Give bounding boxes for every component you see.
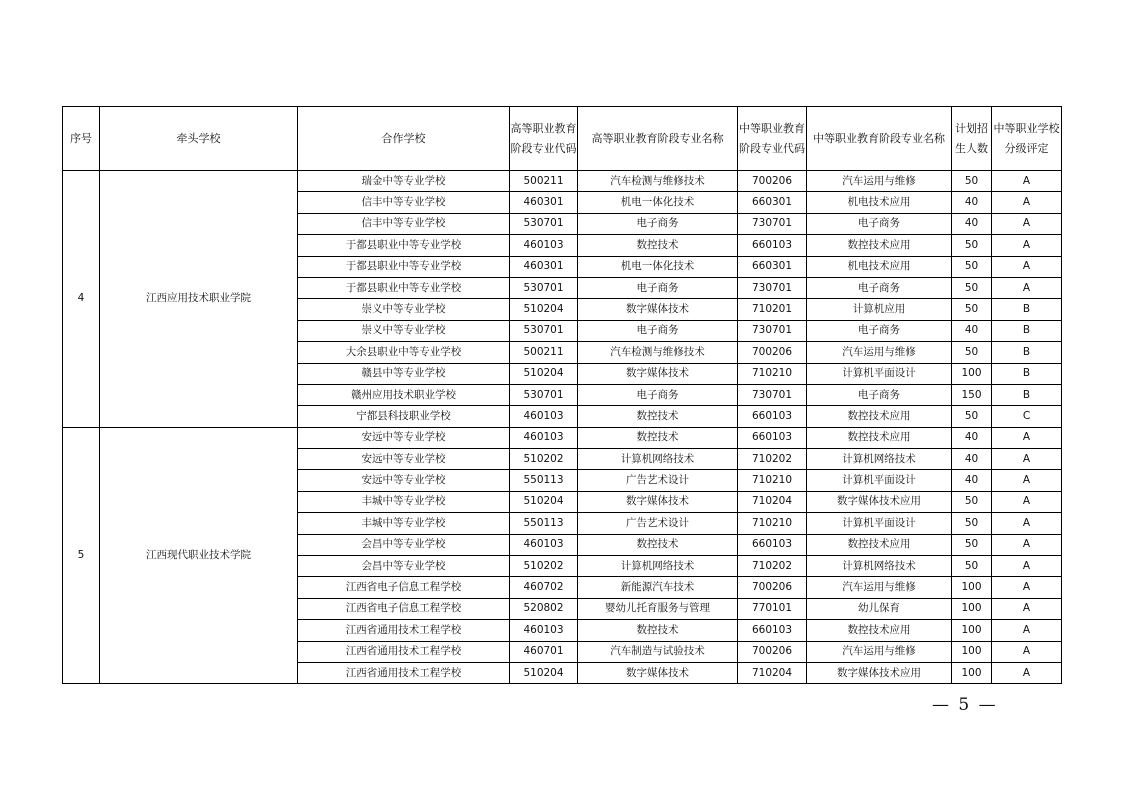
higher-code-cell: 510202	[510, 449, 578, 470]
secondary-code-cell: 660103	[738, 406, 807, 427]
grade-cell: A	[992, 556, 1062, 577]
secondary-code-cell: 700206	[738, 577, 807, 598]
plan-cell: 50	[952, 299, 992, 320]
grade-cell: A	[992, 213, 1062, 234]
partner-school-cell: 大余县职业中等专业学校	[298, 342, 510, 363]
secondary-name-cell: 数控技术应用	[807, 235, 952, 256]
partner-school-cell: 江西省电子信息工程学校	[298, 577, 510, 598]
lead-school-cell: 江西现代职业技术学院	[100, 427, 298, 684]
secondary-code-cell: 710210	[738, 363, 807, 384]
secondary-code-cell: 710202	[738, 449, 807, 470]
higher-name-cell: 数字媒体技术	[578, 299, 738, 320]
higher-name-cell: 广告艺术设计	[578, 470, 738, 491]
grade-cell: C	[992, 406, 1062, 427]
higher-name-cell: 数控技术	[578, 406, 738, 427]
secondary-code-cell: 730701	[738, 320, 807, 341]
higher-code-cell: 460103	[510, 406, 578, 427]
secondary-code-cell: 730701	[738, 213, 807, 234]
secondary-name-cell: 数控技术应用	[807, 406, 952, 427]
higher-name-cell: 数字媒体技术	[578, 662, 738, 683]
header-partner-school: 合作学校	[298, 107, 510, 171]
grade-cell: B	[992, 363, 1062, 384]
higher-name-cell: 数控技术	[578, 235, 738, 256]
plan-cell: 40	[952, 449, 992, 470]
grade-cell: A	[992, 534, 1062, 555]
plan-cell: 50	[952, 277, 992, 298]
enrollment-table	[62, 106, 1062, 684]
higher-code-cell: 530701	[510, 213, 578, 234]
higher-code-cell: 460103	[510, 235, 578, 256]
higher-code-cell: 510204	[510, 363, 578, 384]
secondary-code-cell: 660301	[738, 256, 807, 277]
secondary-code-cell: 710204	[738, 662, 807, 683]
partner-school-cell: 瑞金中等专业学校	[298, 171, 510, 192]
secondary-code-cell: 710202	[738, 556, 807, 577]
header-secondary-name: 中等职业教育阶段专业名称	[807, 107, 952, 171]
secondary-name-cell: 电子商务	[807, 320, 952, 341]
partner-school-cell: 丰城中等专业学校	[298, 491, 510, 512]
secondary-name-cell: 汽车运用与维修	[807, 171, 952, 192]
plan-cell: 40	[952, 213, 992, 234]
higher-code-cell: 460301	[510, 256, 578, 277]
higher-name-cell: 电子商务	[578, 213, 738, 234]
higher-name-cell: 新能源汽车技术	[578, 577, 738, 598]
partner-school-cell: 崇义中等专业学校	[298, 320, 510, 341]
secondary-name-cell: 汽车运用与维修	[807, 342, 952, 363]
grade-cell: B	[992, 342, 1062, 363]
secondary-code-cell: 660301	[738, 192, 807, 213]
plan-cell: 40	[952, 427, 992, 448]
higher-name-cell: 机电一体化技术	[578, 192, 738, 213]
grade-cell: A	[992, 449, 1062, 470]
higher-code-cell: 530701	[510, 320, 578, 341]
plan-cell: 50	[952, 171, 992, 192]
header-seq: 序号	[63, 107, 100, 171]
grade-cell: A	[992, 620, 1062, 641]
partner-school-cell: 安远中等专业学校	[298, 449, 510, 470]
secondary-code-cell: 700206	[738, 171, 807, 192]
header-lead-school: 牵头学校	[100, 107, 298, 171]
higher-code-cell: 460103	[510, 620, 578, 641]
secondary-name-cell: 数字媒体技术应用	[807, 491, 952, 512]
plan-cell: 150	[952, 384, 992, 405]
grade-cell: A	[992, 171, 1062, 192]
header-row	[63, 107, 1062, 171]
higher-name-cell: 数字媒体技术	[578, 363, 738, 384]
partner-school-cell: 会昌中等专业学校	[298, 556, 510, 577]
grade-cell: A	[992, 235, 1062, 256]
secondary-code-cell: 710204	[738, 491, 807, 512]
secondary-name-cell: 机电技术应用	[807, 256, 952, 277]
higher-code-cell: 530701	[510, 384, 578, 405]
higher-name-cell: 计算机网络技术	[578, 556, 738, 577]
secondary-code-cell: 730701	[738, 384, 807, 405]
partner-school-cell: 江西省电子信息工程学校	[298, 598, 510, 619]
page-number: — 5 —	[932, 695, 998, 715]
table-body	[63, 171, 1062, 684]
plan-cell: 40	[952, 470, 992, 491]
higher-code-cell: 510204	[510, 299, 578, 320]
grade-cell: A	[992, 577, 1062, 598]
header-secondary-code: 中等职业教育阶段专业代码	[738, 107, 807, 171]
grade-cell: B	[992, 384, 1062, 405]
grade-cell: A	[992, 256, 1062, 277]
secondary-name-cell: 计算机平面设计	[807, 363, 952, 384]
partner-school-cell: 赣州应用技术职业学校	[298, 384, 510, 405]
grade-cell: A	[992, 491, 1062, 512]
seq-cell: 5	[63, 427, 100, 684]
secondary-name-cell: 计算机平面设计	[807, 513, 952, 534]
secondary-name-cell: 电子商务	[807, 384, 952, 405]
grade-cell: A	[992, 427, 1062, 448]
partner-school-cell: 江西省通用技术工程学校	[298, 662, 510, 683]
partner-school-cell: 崇义中等专业学校	[298, 299, 510, 320]
secondary-name-cell: 计算机网络技术	[807, 556, 952, 577]
higher-code-cell: 460702	[510, 577, 578, 598]
lead-school-cell: 江西应用技术职业学院	[100, 171, 298, 428]
plan-cell: 50	[952, 406, 992, 427]
table-row	[63, 427, 1062, 448]
higher-name-cell: 婴幼儿托育服务与管理	[578, 598, 738, 619]
higher-code-cell: 500211	[510, 171, 578, 192]
higher-code-cell: 510202	[510, 556, 578, 577]
higher-name-cell: 数控技术	[578, 534, 738, 555]
secondary-name-cell: 机电技术应用	[807, 192, 952, 213]
plan-cell: 40	[952, 320, 992, 341]
secondary-code-cell: 660103	[738, 620, 807, 641]
header-plan: 计划招生人数	[952, 107, 992, 171]
plan-cell: 50	[952, 513, 992, 534]
plan-cell: 100	[952, 363, 992, 384]
grade-cell: A	[992, 598, 1062, 619]
higher-name-cell: 电子商务	[578, 320, 738, 341]
plan-cell: 100	[952, 598, 992, 619]
higher-name-cell: 电子商务	[578, 277, 738, 298]
plan-cell: 40	[952, 192, 992, 213]
higher-name-cell: 数字媒体技术	[578, 491, 738, 512]
higher-code-cell: 460301	[510, 192, 578, 213]
secondary-code-cell: 700206	[738, 342, 807, 363]
header-higher-code: 高等职业教育阶段专业代码	[510, 107, 578, 171]
header-higher-name: 高等职业教育阶段专业名称	[578, 107, 738, 171]
secondary-name-cell: 汽车运用与维修	[807, 641, 952, 662]
partner-school-cell: 于都县职业中等专业学校	[298, 256, 510, 277]
secondary-name-cell: 数控技术应用	[807, 427, 952, 448]
partner-school-cell: 江西省通用技术工程学校	[298, 641, 510, 662]
secondary-code-cell: 710210	[738, 470, 807, 491]
secondary-code-cell: 730701	[738, 277, 807, 298]
secondary-code-cell: 770101	[738, 598, 807, 619]
higher-code-cell: 510204	[510, 491, 578, 512]
secondary-code-cell: 710201	[738, 299, 807, 320]
higher-code-cell: 550113	[510, 470, 578, 491]
higher-name-cell: 汽车检测与维修技术	[578, 171, 738, 192]
secondary-name-cell: 电子商务	[807, 277, 952, 298]
secondary-name-cell: 幼儿保育	[807, 598, 952, 619]
secondary-name-cell: 数控技术应用	[807, 620, 952, 641]
higher-name-cell: 汽车检测与维修技术	[578, 342, 738, 363]
plan-cell: 100	[952, 577, 992, 598]
higher-code-cell: 520802	[510, 598, 578, 619]
secondary-name-cell: 计算机平面设计	[807, 470, 952, 491]
partner-school-cell: 宁都县科技职业学校	[298, 406, 510, 427]
higher-name-cell: 电子商务	[578, 384, 738, 405]
plan-cell: 50	[952, 342, 992, 363]
higher-name-cell: 计算机网络技术	[578, 449, 738, 470]
partner-school-cell: 于都县职业中等专业学校	[298, 235, 510, 256]
plan-cell: 50	[952, 556, 992, 577]
higher-code-cell: 510204	[510, 662, 578, 683]
grade-cell: A	[992, 470, 1062, 491]
secondary-name-cell: 电子商务	[807, 213, 952, 234]
header-grade: 中等职业学校分级评定	[992, 107, 1062, 171]
higher-name-cell: 广告艺术设计	[578, 513, 738, 534]
plan-cell: 100	[952, 620, 992, 641]
higher-name-cell: 机电一体化技术	[578, 256, 738, 277]
partner-school-cell: 安远中等专业学校	[298, 427, 510, 448]
higher-code-cell: 460103	[510, 427, 578, 448]
grade-cell: A	[992, 192, 1062, 213]
secondary-name-cell: 计算机应用	[807, 299, 952, 320]
grade-cell: A	[992, 513, 1062, 534]
plan-cell: 50	[952, 256, 992, 277]
secondary-name-cell: 数控技术应用	[807, 534, 952, 555]
higher-code-cell: 530701	[510, 277, 578, 298]
secondary-name-cell: 计算机网络技术	[807, 449, 952, 470]
table-row	[63, 171, 1062, 192]
higher-name-cell: 数控技术	[578, 620, 738, 641]
grade-cell: A	[992, 662, 1062, 683]
higher-name-cell: 数控技术	[578, 427, 738, 448]
partner-school-cell: 于都县职业中等专业学校	[298, 277, 510, 298]
plan-cell: 100	[952, 641, 992, 662]
partner-school-cell: 会昌中等专业学校	[298, 534, 510, 555]
partner-school-cell: 信丰中等专业学校	[298, 213, 510, 234]
secondary-code-cell: 710210	[738, 513, 807, 534]
secondary-code-cell: 660103	[738, 427, 807, 448]
partner-school-cell: 江西省通用技术工程学校	[298, 620, 510, 641]
higher-code-cell: 550113	[510, 513, 578, 534]
secondary-code-cell: 660103	[738, 235, 807, 256]
grade-cell: B	[992, 320, 1062, 341]
partner-school-cell: 丰城中等专业学校	[298, 513, 510, 534]
grade-cell: B	[992, 299, 1062, 320]
plan-cell: 100	[952, 662, 992, 683]
seq-cell: 4	[63, 171, 100, 428]
higher-code-cell: 460701	[510, 641, 578, 662]
partner-school-cell: 信丰中等专业学校	[298, 192, 510, 213]
partner-school-cell: 安远中等专业学校	[298, 470, 510, 491]
grade-cell: A	[992, 641, 1062, 662]
secondary-name-cell: 汽车运用与维修	[807, 577, 952, 598]
plan-cell: 50	[952, 534, 992, 555]
secondary-code-cell: 700206	[738, 641, 807, 662]
higher-code-cell: 460103	[510, 534, 578, 555]
plan-cell: 50	[952, 491, 992, 512]
secondary-name-cell: 数字媒体技术应用	[807, 662, 952, 683]
plan-cell: 50	[952, 235, 992, 256]
secondary-code-cell: 660103	[738, 534, 807, 555]
higher-code-cell: 500211	[510, 342, 578, 363]
partner-school-cell: 赣县中等专业学校	[298, 363, 510, 384]
higher-name-cell: 汽车制造与试验技术	[578, 641, 738, 662]
grade-cell: A	[992, 277, 1062, 298]
